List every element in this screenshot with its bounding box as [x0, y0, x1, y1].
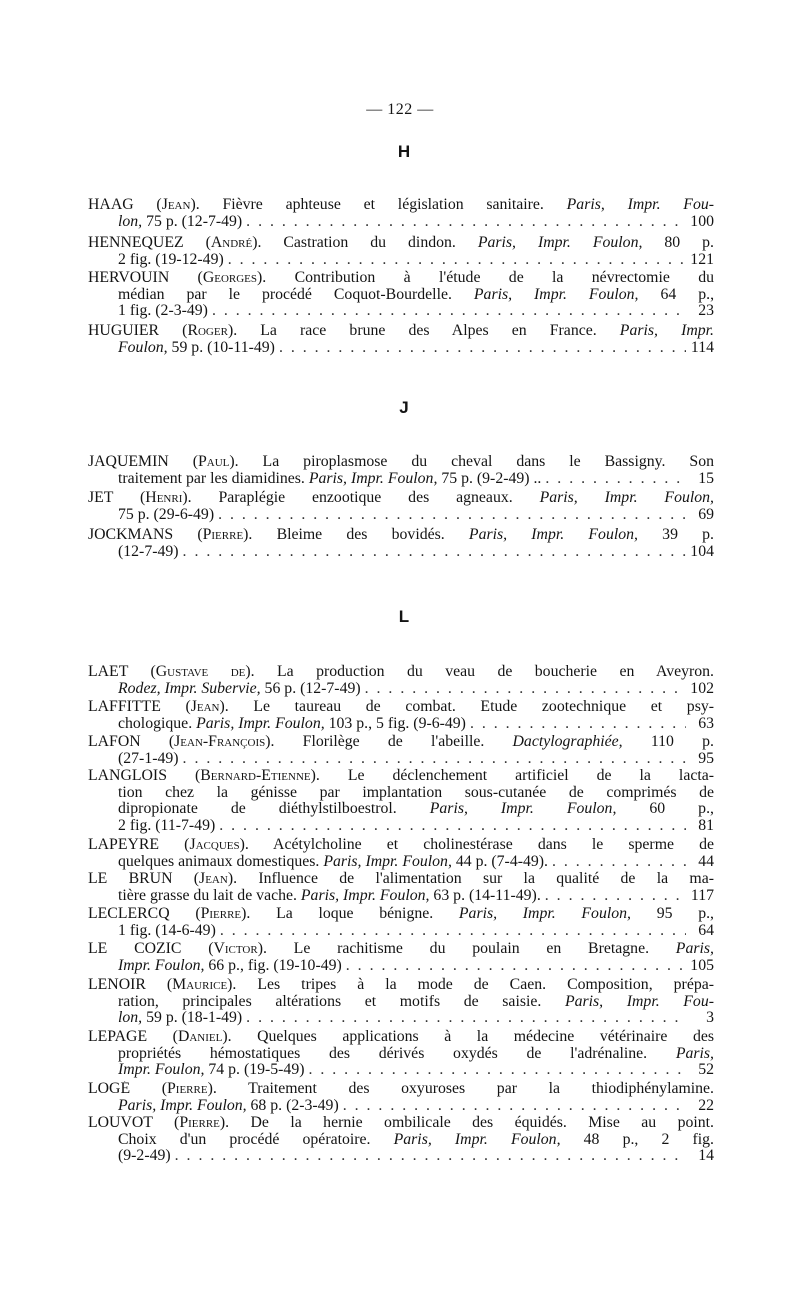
page-number: — 122 —	[366, 101, 434, 118]
entry-text-segment: ). Le déclenchement artificiel de la lacta-	[310, 768, 714, 784]
entry-text-segment: propriétés hémostatiques des dérivés oxydés de l'adrénaline.	[118, 1045, 676, 1062]
entry-text-segment: LOGÉ (	[88, 1081, 167, 1097]
entry-text-segment: ). Paraplégie enzootique des agneaux.	[182, 490, 540, 506]
entry-text-segment: (9-2-49)	[118, 1148, 171, 1164]
page-reference: 44	[698, 853, 714, 870]
entry-text-segment: ). La production du veau de boucherie en Aveyron.	[245, 664, 714, 680]
entry-text-segment: ). Traitement des oxyuroses par la thiodiphénylamine.	[207, 1081, 714, 1097]
entry-text-segment: LEPAGE (	[88, 1029, 178, 1045]
entry-text-segment: JOCKMANS (	[88, 527, 203, 543]
entry-line	[88, 490, 714, 507]
author-firstname: André	[210, 235, 253, 251]
entry-text-segment: 59 p. (18-1-49)	[142, 1010, 243, 1026]
entry-text-segment: (12-7-49)	[118, 543, 179, 560]
bibliography-entry	[88, 664, 714, 697]
author-firstname: Pierre	[202, 527, 244, 543]
dot-leader	[183, 544, 686, 561]
bibliography-entry	[88, 1029, 714, 1079]
entry-text-segment: ). Les tripes à la mode de Caen. Composition, prépa-	[227, 977, 714, 993]
entry-line	[88, 270, 714, 287]
entry-text-segment: ). Le rachitisme du poulain en Bretagne.	[257, 941, 676, 957]
entry-last-line	[88, 303, 714, 320]
entry-text-segment: ). Quelques applications à la médecine vétérinaire des	[222, 1029, 714, 1045]
publisher-italic: Impr. Foulon,	[118, 1062, 205, 1078]
entry-text-segment: 60 p.,	[616, 801, 714, 817]
entry-line	[88, 323, 714, 340]
page-reference: 64	[698, 922, 714, 939]
entry-text-segment: ). La piroplasmose du cheval dans le Bassigny. Son	[229, 454, 714, 470]
entry-last-line	[88, 716, 714, 733]
bibliography-entry	[88, 527, 714, 560]
bibliography-entry	[88, 768, 714, 834]
entry-text-segment: 74 p. (19-5-49)	[204, 1062, 305, 1078]
entry-text-segment: ration, principales altérations et motifs de saisie.	[118, 993, 565, 1010]
entry-last-line	[88, 751, 714, 768]
publisher-italic: Paris, Impr. Fou-	[566, 197, 714, 213]
entry-text-segment: LAFON (	[88, 734, 175, 750]
entry-last-line	[88, 1148, 714, 1165]
page-reference: 95	[698, 750, 714, 767]
author-firstname: Maurice	[172, 977, 228, 993]
dot-leader	[218, 507, 686, 524]
dot-leader	[279, 340, 686, 357]
page-reference: 63	[698, 715, 714, 732]
bibliography-entry	[88, 454, 714, 487]
entry-text-segment: chologique.	[118, 715, 197, 732]
entry-text-segment: tière grasse du lait de vache.	[118, 887, 301, 904]
entry-line	[88, 1115, 714, 1132]
entry-text-segment: médian par le procédé Coquot-Bourdelle.	[118, 286, 474, 303]
publisher-italic: Paris,	[675, 1045, 714, 1062]
entry-text	[118, 888, 541, 905]
publisher-italic: Paris, Impr. Foulon,	[477, 235, 643, 251]
bibliography-entry	[88, 490, 714, 523]
bibliography-entry	[88, 734, 714, 767]
author-firstname: Paul	[197, 454, 230, 470]
dot-leader	[308, 1062, 686, 1079]
entry-text-segment: dipropionate de diéthylstilboestrol.	[118, 801, 430, 817]
entry-last-line	[88, 888, 714, 905]
entry-text-segment: ). La race brune des Alpes en France.	[227, 323, 620, 339]
entry-text	[118, 923, 216, 940]
entry-text	[118, 1148, 171, 1165]
publisher-italic: Impr. Foulon,	[118, 957, 205, 974]
entry-text	[118, 681, 361, 698]
bibliography-entry	[88, 1081, 714, 1114]
entry-text-segment: LOUVOT (	[88, 1115, 180, 1131]
page-reference: 69	[698, 506, 714, 523]
dot-leader	[228, 252, 686, 269]
publisher-italic: Paris, Impr. Foulon,	[473, 286, 639, 303]
entry-text-segment: 39 p.	[637, 527, 714, 543]
entry-text-segment: JET (	[88, 490, 146, 506]
entry-line	[88, 1046, 714, 1063]
page-reference: 3	[706, 1010, 714, 1026]
entry-text-segment: 75 p. (9-2-49) ..	[437, 470, 542, 487]
publisher-italic: Foulon,	[118, 339, 168, 356]
dot-leader	[212, 303, 686, 320]
entry-text-segment: Choix d'un procédé opératoire.	[118, 1131, 394, 1148]
page-reference: 15	[698, 470, 714, 487]
page-reference: 105	[690, 957, 714, 974]
author-firstname: Gustave de	[155, 664, 246, 680]
entry-last-line	[88, 214, 714, 231]
author-firstname: Jean-François	[174, 734, 266, 750]
entry-text-segment: 75 p. (12-7-49)	[142, 213, 243, 230]
author-firstname: Pierre	[179, 1115, 220, 1131]
entry-text-segment: LE BRUN (	[88, 871, 200, 887]
author-firstname: Jacques	[189, 837, 240, 853]
entry-text-segment: 1 fig. (2-3-49)	[118, 303, 208, 319]
dot-leader	[552, 854, 686, 871]
entry-text	[118, 854, 548, 871]
page-reference: 104	[690, 543, 714, 560]
author-firstname: Jean	[190, 699, 220, 715]
entry-text-segment: LAPEYRE (	[88, 837, 190, 853]
entry-text	[118, 1098, 339, 1115]
publisher-italic: lon,	[118, 213, 143, 230]
entry-text	[118, 716, 466, 733]
page-reference: 121	[690, 251, 714, 268]
page-reference: 52	[698, 1062, 714, 1078]
author-firstname: Jean	[161, 197, 191, 213]
entry-line	[88, 941, 714, 958]
entry-text	[118, 214, 242, 231]
dot-leader	[545, 888, 686, 905]
entry-text-segment: ). Influence de l'alimentation sur la qualité de la ma-	[227, 871, 714, 887]
entry-text-segment: HENNEQUEZ (	[88, 235, 211, 251]
entry-text-segment: 75 p. (29-6-49)	[118, 506, 215, 523]
publisher-italic: Paris, Impr. Foulon,	[118, 1097, 247, 1114]
bibliography-entry	[88, 977, 714, 1027]
author-firstname: Henri	[145, 490, 183, 506]
entry-line	[88, 287, 714, 304]
entry-last-line	[88, 818, 714, 835]
entry-line	[88, 801, 714, 818]
entry-text-segment: LANGLOIS (	[88, 768, 201, 784]
entry-text-segment: HUGUIER (	[88, 323, 188, 339]
entry-text-segment: 80 p.	[642, 235, 714, 251]
bibliography-entry	[88, 197, 714, 230]
entry-last-line	[88, 507, 714, 524]
section-heading-l: L	[398, 607, 410, 626]
dot-leader	[183, 751, 686, 768]
dot-leader	[346, 958, 686, 975]
entry-text-segment: 63 p. (14-11-49).	[429, 887, 541, 904]
entry-last-line	[88, 471, 714, 488]
entry-text-segment: JAQUEMIN (	[88, 454, 198, 470]
dot-leader	[365, 681, 686, 698]
entry-text	[118, 544, 179, 561]
author-firstname: Pierre	[200, 906, 242, 922]
entry-text	[118, 1010, 242, 1027]
entry-text-segment: HAAG (	[88, 197, 162, 213]
publisher-italic: Paris,	[675, 941, 714, 957]
entry-text-segment: ). Contribution à l'étude de la névrectomie du	[257, 270, 714, 286]
entry-text-segment: 48 p., 2 fig.	[560, 1131, 714, 1148]
entry-line	[88, 906, 714, 923]
dot-leader	[246, 214, 686, 231]
entry-last-line	[88, 958, 714, 975]
publisher-italic: lon,	[118, 1010, 143, 1026]
entry-last-line	[88, 544, 714, 561]
entry-text-segment: ). Florilège de l'abeille.	[265, 734, 513, 750]
entry-text-segment: (27-1-49)	[118, 750, 179, 767]
entry-text-segment: ). Castration du dindon.	[252, 235, 478, 251]
dot-leader	[175, 1148, 686, 1165]
author-firstname: Roger	[187, 323, 228, 339]
entry-text-segment: 64 p.,	[638, 286, 714, 303]
publisher-italic: Paris, Impr. Foulon,	[429, 801, 617, 817]
publisher-italic: Paris, Impr. Foulon,	[393, 1131, 561, 1148]
entry-text-segment: 110 p.	[622, 734, 714, 750]
entry-line	[88, 768, 714, 785]
bibliography-entry	[88, 270, 714, 320]
section-heading-h: H	[397, 142, 411, 161]
entry-text-segment: 68 p. (2-3-49)	[246, 1097, 339, 1114]
publisher-italic: Paris, Impr. Foulon,	[323, 853, 452, 870]
dot-leader	[220, 923, 686, 940]
entry-line	[88, 235, 714, 252]
bibliography-entry	[88, 323, 714, 356]
entry-text	[118, 1062, 304, 1079]
entry-last-line	[88, 1010, 714, 1027]
section-heading-j: J	[399, 398, 409, 417]
publisher-italic: Paris, Impr. Foulon,	[196, 715, 325, 732]
entry-text-segment: ). La loque bénigne.	[241, 906, 459, 922]
entry-last-line	[88, 340, 714, 357]
entry-text-segment: ). Bleime des bovidés.	[243, 527, 469, 543]
page-reference: 81	[698, 817, 714, 834]
entry-line	[88, 664, 714, 681]
page-reference: 117	[690, 887, 714, 904]
publisher-italic: Rodez, Impr. Subervie,	[118, 680, 261, 697]
entry-text-segment: 103 p., 5 fig. (9-6-49)	[324, 715, 466, 732]
entry-text-segment: 44 p. (7-4-49).	[451, 853, 548, 870]
entry-last-line	[88, 681, 714, 698]
author-firstname: Daniel	[177, 1029, 223, 1045]
entry-line	[88, 837, 714, 854]
entry-last-line	[88, 1062, 714, 1079]
entry-last-line	[88, 923, 714, 940]
entry-text-segment: LAET (	[88, 664, 156, 680]
entry-text-segment: ). De la hernie ombilicale des équidés. Mise au point.	[219, 1115, 714, 1131]
entry-line	[88, 734, 714, 751]
entry-text-segment: traitement par les diamidines.	[118, 470, 309, 487]
entry-text-segment: 1 fig. (14-6-49)	[118, 922, 216, 939]
entry-text	[118, 303, 208, 320]
entry-text-segment: ). Fièvre aphteuse et législation sanitaire.	[190, 197, 567, 213]
entry-line	[88, 994, 714, 1011]
author-firstname: Pierre	[167, 1081, 208, 1097]
entry-text	[118, 958, 342, 975]
page-reference: 14	[698, 1148, 714, 1164]
entry-text	[118, 751, 179, 768]
entry-text	[118, 252, 224, 269]
entry-text	[118, 471, 541, 488]
dot-leader	[470, 716, 686, 733]
entry-line	[88, 1081, 714, 1098]
entry-text	[118, 507, 214, 524]
author-firstname: Victor	[213, 941, 258, 957]
bibliography-entry	[88, 699, 714, 732]
entry-line	[88, 871, 714, 888]
entry-text-segment: 95 p.,	[631, 906, 714, 922]
page-reference: 23	[698, 303, 714, 319]
entry-text-segment: 2 fig. (11-7-49)	[118, 817, 216, 834]
entry-last-line	[88, 252, 714, 269]
entry-text-segment: 2 fig. (19-12-49)	[118, 251, 224, 268]
page-reference: 22	[698, 1097, 714, 1114]
entry-text-segment: LE COZIC (	[88, 941, 214, 957]
page-reference: 100	[690, 213, 714, 230]
entry-text	[118, 340, 275, 357]
entry-text-segment: LAFFITTE (	[88, 699, 191, 715]
page-reference: 102	[690, 680, 714, 697]
entry-line	[88, 699, 714, 716]
entry-text-segment: ). Acétylcholine et cholinestérase dans le sperme de	[239, 837, 714, 853]
publisher-italic: Paris, Impr. Foulon,	[458, 906, 631, 922]
entry-text-segment: 56 p. (12-7-49)	[260, 680, 361, 697]
dot-leader	[343, 1098, 686, 1115]
entry-last-line	[88, 854, 714, 871]
entry-line	[88, 454, 714, 471]
entry-text-segment: 59 p. (10-11-49)	[167, 339, 275, 356]
publisher-italic: Paris, Impr. Foulon,	[539, 490, 714, 506]
entry-text-segment: HERVOUIN (	[88, 270, 203, 286]
entry-last-line	[88, 1098, 714, 1115]
author-firstname: Jean	[199, 871, 228, 887]
bibliography-entry	[88, 235, 714, 268]
publisher-italic: Paris, Impr. Foulon,	[468, 527, 638, 543]
entry-text-segment: quelques animaux domestiques.	[118, 853, 324, 870]
publisher-italic: Paris, Impr. Foulon,	[308, 470, 438, 487]
bibliography-entry	[88, 906, 714, 939]
publisher-italic: Paris, Impr. Fou-	[564, 993, 714, 1010]
bibliography-entry	[88, 1115, 714, 1165]
entry-text-segment: ). Le taureau de combat. Etude zootechnique et psy-	[219, 699, 714, 715]
publisher-italic: Paris, Impr.	[619, 323, 714, 339]
author-firstname: Bernard-Etienne	[200, 768, 311, 784]
page-reference: 114	[690, 339, 714, 356]
dot-leader	[219, 818, 686, 835]
entry-text-segment: LENOIR (	[88, 977, 173, 993]
entry-line	[88, 785, 714, 802]
dot-leader	[246, 1010, 686, 1027]
entry-text-segment: LECLERCQ (	[88, 906, 201, 922]
entry-line	[88, 1132, 714, 1149]
entry-text-segment: tion chez la génisse par implantation sous-cutanée de comprimés de	[118, 784, 714, 801]
entry-line	[88, 977, 714, 994]
entry-text-segment: 66 p., fig. (19-10-49)	[204, 957, 342, 974]
author-firstname: Georges	[202, 270, 258, 286]
entry-line	[88, 197, 714, 214]
bibliography-entry	[88, 837, 714, 870]
bibliography-entry	[88, 941, 714, 974]
bibliography-entry	[88, 871, 714, 904]
publisher-italic: Dactylographiée,	[512, 734, 623, 750]
publisher-italic: Paris, Impr. Foulon,	[300, 887, 430, 904]
entry-line	[88, 1029, 714, 1046]
dot-leader	[545, 471, 686, 488]
entry-line	[88, 527, 714, 544]
entry-text	[118, 818, 215, 835]
